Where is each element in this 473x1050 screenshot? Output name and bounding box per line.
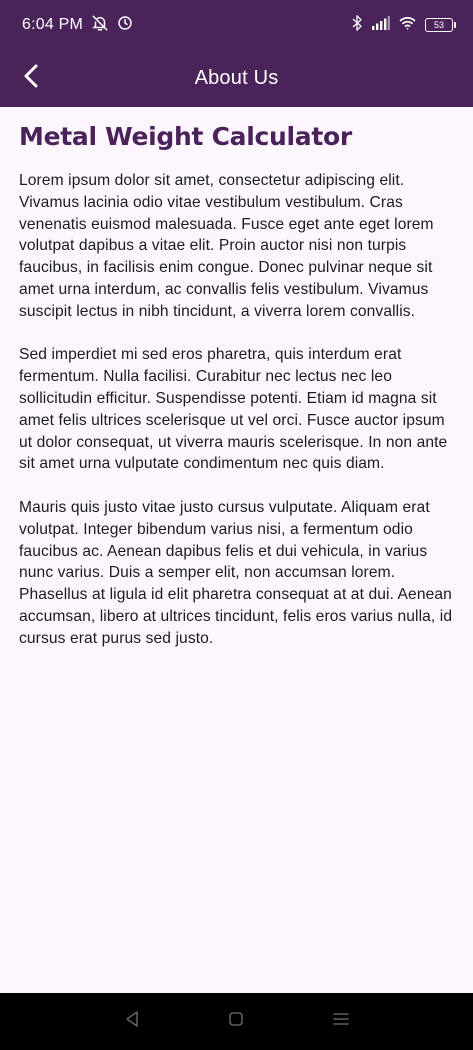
signal-icon <box>372 16 390 35</box>
page-title: Metal Weight Calculator <box>19 122 352 151</box>
nav-back-button[interactable] <box>112 1002 152 1042</box>
about-paragraph-3: Mauris quis justo vitae justo cursus vulputate. Aliquam erat volutpat. Integer bibendum varius nisi, a fermentum odio faucibus ac. Aenean dapibus felis et dui vehicula, in varius nunc varius. Duis a semper elit, non accumsan lorem. Phasellus at ligula id elit pharetra consequat at at dui. Aenean accumsan, libero at ultrices tincidunt, felis eros varius nulla, id cursus erat purus sed justo. <box>19 498 453 647</box>
nav-home-button[interactable] <box>216 1002 256 1042</box>
bluetooth-icon <box>351 15 363 36</box>
app-bar-title: About Us <box>194 67 279 89</box>
status-time: 6:04 PM <box>22 16 83 33</box>
wifi-icon <box>399 16 416 35</box>
status-left <box>22 14 133 37</box>
system-nav-bar <box>0 993 473 1050</box>
nav-recents-button[interactable] <box>321 1002 361 1042</box>
clock-icon <box>117 15 133 36</box>
about-paragraph-2: Sed imperdiet mi sed eros pharetra, quis interdum erat fermentum. Nulla facilisi. Curabitur nec lectus nec leo sollicitudin efficitur. Suspendisse potenti. Etiam id magna sit amet felis ultrices scelerisque ut vel orci. Fusce auctor ipsum ut dolor consequat, ut viverra mauris scelerisque. In non ante sit amet urna vulputate condimentum nec quis diam. <box>19 346 448 473</box>
about-paragraph-1: Lorem ipsum dolor sit amet, consectetur adipiscing elit. Vivamus lacinia odio vitae vestibulum vestibulum. Cras venenatis euismod malesuada. Fusce eget ante eget lorem volutpat dapibus a vitae elit. Proin auctor nisi non turpis faucibus, in facilisis enim congue. Donec pulvinar neque sit amet urna interdum, ac convallis felis vestibulum. Vivamus suscipit lectus in nibh tincidunt, a viverra lorem convallis. <box>19 172 434 320</box>
app-bar <box>0 50 473 107</box>
status-right <box>351 15 453 36</box>
nav-back-icon <box>124 1010 140 1033</box>
nav-recents-icon <box>333 1012 349 1031</box>
status-bar <box>0 0 473 50</box>
battery-icon: 53 <box>425 18 453 32</box>
back-arrow-icon <box>22 64 42 93</box>
about-content <box>19 118 457 671</box>
notifications-off-icon <box>91 14 109 37</box>
nav-home-icon <box>228 1011 244 1032</box>
back-button[interactable] <box>12 58 52 98</box>
